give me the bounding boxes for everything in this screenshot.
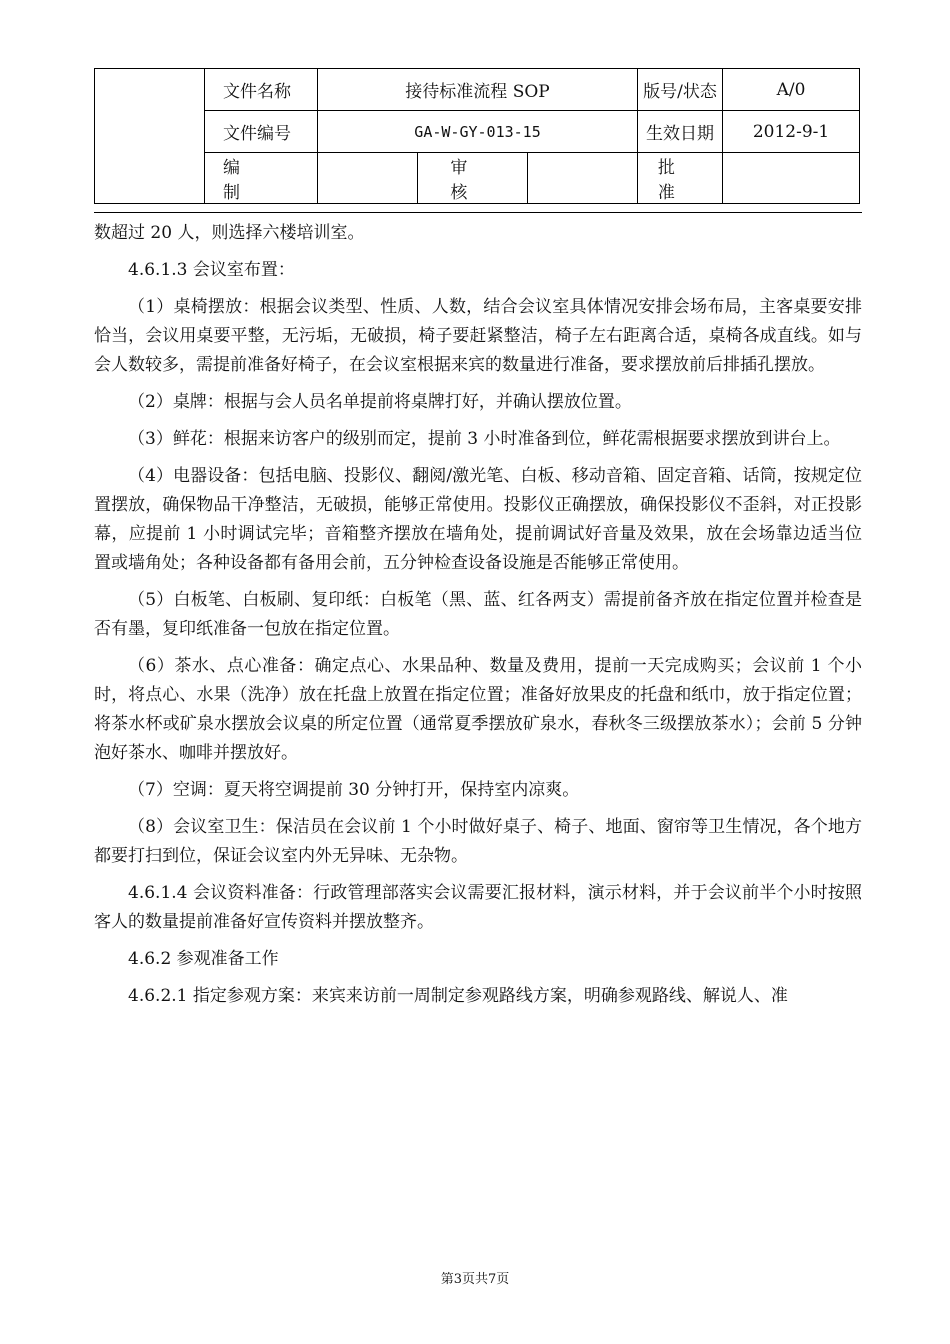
effective-date-label: 生效日期 bbox=[638, 111, 723, 153]
doc-name-value: 接待标准流程 SOP bbox=[318, 69, 638, 111]
effective-date-value: 2012-9-1 bbox=[723, 111, 860, 153]
approve-value bbox=[723, 153, 860, 204]
compile-label: 编 制 bbox=[205, 153, 318, 204]
logo-cell bbox=[95, 69, 205, 204]
document-body bbox=[94, 219, 862, 1019]
paragraph: （4）电器设备：包括电脑、投影仪、翻阅/激光笔、白板、移动音箱、固定音箱、话筒，按规定位置摆放，确保物品干净整洁，无破损，能够正常使用。投影仪正确摆放，确保投影仪不歪斜，对正投影幕，应提前 1 小时调试完毕；音箱整齐摆放在墙角处，提前调试好音量及效果，放在会场靠边适当位置或墙角处；各种设备都有备用会前，五分钟检查设备设施是否能够正常使用。 bbox=[94, 466, 862, 573]
paragraph: （6）茶水、点心准备：确定点心、水果品种、数量及费用，提前一天完成购买；会议前 1 个小时，将点心、水果（洗净）放在托盘上放置在指定位置；准备好放果皮的托盘和纸巾，放于指定位置；将茶水杯或矿泉水摆放会议桌的所定位置（通常夏季摆放矿泉水，春秋冬三级摆放茶水）；会前 5 分钟泡好茶水、咖啡并摆放好。 bbox=[94, 656, 862, 763]
version-value: A/0 bbox=[723, 69, 860, 111]
doc-name-label: 文件名称 bbox=[205, 69, 318, 111]
approve-label: 批 准 bbox=[638, 153, 723, 204]
header-divider bbox=[94, 212, 862, 213]
doc-no-label: 文件编号 bbox=[205, 111, 318, 153]
paragraph: 4.6.2.1 指定参观方案：来宾来访前一周制定参观路线方案，明确参观路线、解说人、准 bbox=[128, 986, 788, 1006]
paragraph: （5）白板笔、白板刷、复印纸：白板笔（黑、蓝、红各两支）需提前备齐放在指定位置并检查是否有墨，复印纸准备一包放在指定位置。 bbox=[94, 590, 862, 639]
section-heading: 4.6.1.3 会议室布置： bbox=[128, 260, 295, 280]
page-footer: 第3页共7页 bbox=[440, 1272, 510, 1287]
version-label: 版号/状态 bbox=[638, 69, 723, 111]
paragraph: （7）空调：夏天将空调提前 30 分钟打开，保持室内凉爽。 bbox=[128, 780, 580, 800]
paragraph: 4.6.1.4 会议资料准备：行政管理部落实会议需要汇报材料，演示材料，并于会议前半个小时按照客人的数量提前准备好宣传资料并摆放整齐。 bbox=[94, 883, 862, 932]
paragraph: （3）鲜花：根据来访客户的级别而定，提前 3 小时准备到位，鲜花需根据要求摆放到讲台上。 bbox=[128, 429, 841, 449]
section-heading: 4.6.2 参观准备工作 bbox=[128, 949, 279, 969]
compile-value bbox=[318, 153, 418, 204]
review-label: 审 核 bbox=[418, 153, 528, 204]
document-header-table bbox=[94, 68, 860, 204]
review-value bbox=[528, 153, 638, 204]
paragraph: （8）会议室卫生：保洁员在会议前 1 个小时做好桌子、椅子、地面、窗帘等卫生情况，各个地方都要打扫到位，保证会议室内外无异味、无杂物。 bbox=[94, 817, 862, 866]
paragraph: （1）桌椅摆放：根据会议类型、性质、人数，结合会议室具体情况安排会场布局，主客桌要安排恰当，会议用桌要平整，无污垢，无破损，椅子要赶紧整洁，椅子左右距离合适，桌椅各成直线。如与会人数较多，需提前准备好椅子，在会议室根据来宾的数量进行准备，要求摆放前后排插孔摆放。 bbox=[94, 297, 862, 375]
paragraph: （2）桌牌：根据与会人员名单提前将桌牌打好，并确认摆放位置。 bbox=[128, 392, 632, 412]
doc-no-value: GA-W-GY-013-15 bbox=[318, 111, 638, 153]
paragraph: 数超过 20 人，则选择六楼培训室。 bbox=[94, 223, 365, 243]
